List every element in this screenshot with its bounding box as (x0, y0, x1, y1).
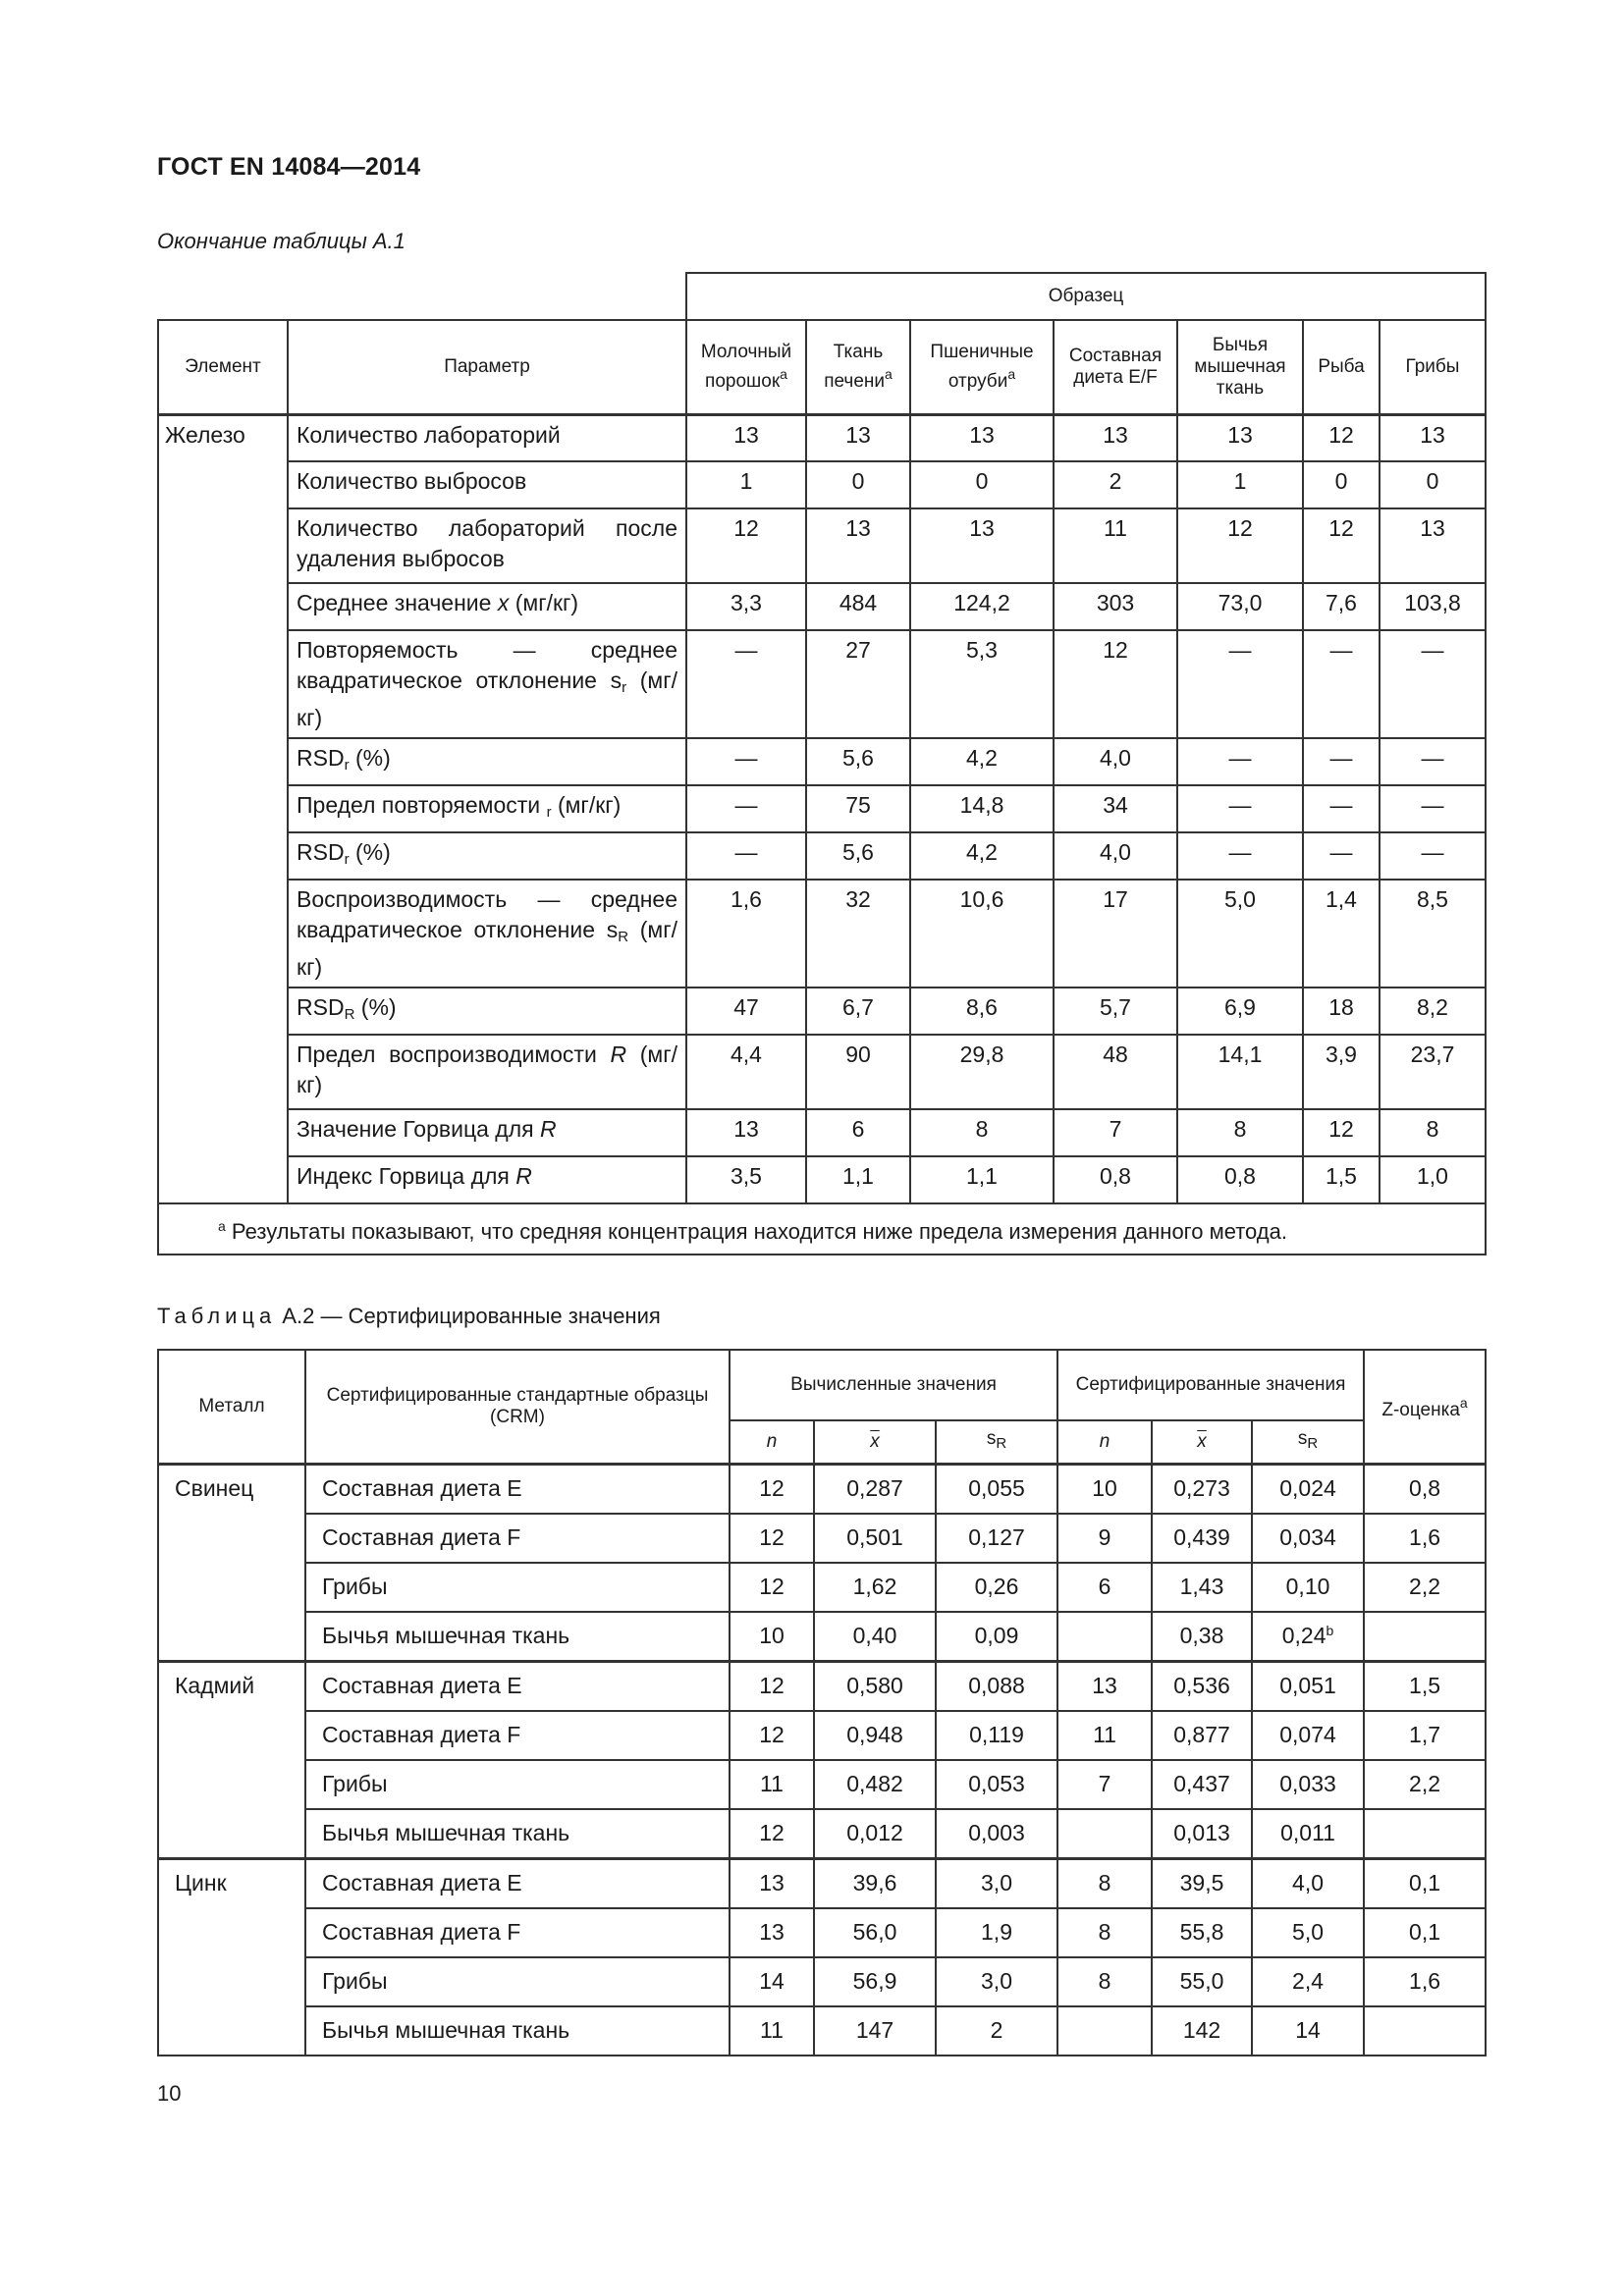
table-a1-value: 17 (1054, 880, 1177, 988)
table-a1-value: 1 (1177, 461, 1303, 508)
table-a2-group-cert: Сертифицированные значения (1057, 1350, 1364, 1420)
table-a1-value: 103,8 (1380, 583, 1486, 630)
table-a1-value: — (1380, 738, 1486, 785)
table-a1-value: 5,6 (806, 738, 910, 785)
table-a1-value: 75 (806, 785, 910, 832)
table-a1-value: 484 (806, 583, 910, 630)
table-a1-value: 13 (910, 508, 1054, 583)
table-a1-value: 14,1 (1177, 1035, 1303, 1109)
table-a1-value: — (1177, 630, 1303, 738)
table-a2-group-calc: Вычисленные значения (730, 1350, 1057, 1420)
table-a1-col-sample-7: Грибы (1380, 320, 1486, 414)
table-a1-value: 1,6 (686, 880, 806, 988)
table-a2-value: 7 (1057, 1760, 1152, 1809)
table-a1-value: 13 (910, 414, 1054, 461)
table-a1-value: 1 (686, 461, 806, 508)
table-a1-corner (158, 273, 686, 320)
table-a1-parameter: Значение Горвица для R (288, 1109, 686, 1156)
table-a1-value: 18 (1303, 988, 1380, 1035)
table-a2-value: 8 (1057, 1858, 1152, 1908)
superscript: a (885, 365, 893, 382)
table-a1-value: 90 (806, 1035, 910, 1109)
table-a2-crm: Бычья мышечная ткань (305, 1809, 730, 1859)
table-a1-value: — (686, 832, 806, 880)
table-a2-value (1364, 2006, 1486, 2056)
table-a2-value: 12 (730, 1809, 814, 1859)
table-a1-value: 124,2 (910, 583, 1054, 630)
table-a2-crm: Составная диета F (305, 1711, 730, 1760)
table-a1-value: 13 (1054, 414, 1177, 461)
table-row (158, 1809, 1486, 1859)
table-a1-footnote (158, 1203, 1486, 1255)
table-a2-value (1057, 1612, 1152, 1662)
table-a2-value: 1,5 (1364, 1661, 1486, 1711)
table-a2-value: 0,053 (936, 1760, 1057, 1809)
table-a1-value: 7,6 (1303, 583, 1380, 630)
table-a2-value: 12 (730, 1514, 814, 1563)
table-a1-value: 8 (1380, 1109, 1486, 1156)
table-row (158, 1760, 1486, 1809)
table-row (158, 880, 1486, 988)
table-a1-value: 8,2 (1380, 988, 1486, 1035)
table-a2-value (1057, 1809, 1152, 1859)
table-a1-value: 1,1 (806, 1156, 910, 1203)
table-a2-value: 147 (814, 2006, 936, 2056)
table-a2-col-mean: $\overline{x}$ (1152, 1420, 1252, 1464)
table-a1-value: — (686, 738, 806, 785)
table-a2-value: 12 (730, 1711, 814, 1760)
superscript: b (1326, 1623, 1334, 1638)
table-a1-value: — (1380, 630, 1486, 738)
table-a2-value: 0,948 (814, 1711, 936, 1760)
table-a2-value: 0,877 (1152, 1711, 1252, 1760)
table-a2-value: 0,8 (1364, 1464, 1486, 1514)
table-row (158, 1156, 1486, 1203)
table-a1-parameter: $RSD_r$ (%) (288, 738, 686, 785)
table-a2-col-sr: $s_R$ (1252, 1420, 1364, 1464)
table-a1-parameter: Предел воспроизводимости R (мг/кг) (288, 1035, 686, 1109)
table-row (158, 461, 1486, 508)
table-a1-value: 5,0 (1177, 880, 1303, 988)
parameter-symbol: R (610, 1041, 627, 1067)
table-a2-col-mean: $\overline{x}$ (814, 1420, 936, 1464)
table-a2-value: 3,0 (936, 1957, 1057, 2006)
table-a1-value: 13 (686, 414, 806, 461)
table-a1-value: 3,5 (686, 1156, 806, 1203)
table-row (158, 738, 1486, 785)
table-a2-value: 0,26 (936, 1563, 1057, 1612)
table-a1-value: 48 (1054, 1035, 1177, 1109)
table-a2-value: 0,119 (936, 1711, 1057, 1760)
table-a1-value: 0 (1303, 461, 1380, 508)
table-a2-value: 0,273 (1152, 1464, 1252, 1514)
table-a1-value: 8,5 (1380, 880, 1486, 988)
footnote-text: Результаты показывают, что средняя концентрация находится ниже предела измерения данного метода. (231, 1219, 1287, 1244)
table-a2-value: 12 (730, 1661, 814, 1711)
subscript: R (996, 1435, 1007, 1453)
table-a2-value: 9 (1057, 1514, 1152, 1563)
table-a1-value: 14,8 (910, 785, 1054, 832)
table-a2-value: 55,8 (1152, 1908, 1252, 1957)
table-a1-value: 23,7 (1380, 1035, 1486, 1109)
table-a1-value: 13 (686, 1109, 806, 1156)
table-a1-value: 11 (1054, 508, 1177, 583)
table-a1-value: 6,9 (1177, 988, 1303, 1035)
table-a2-value: 0,127 (936, 1514, 1057, 1563)
table-row (158, 414, 1486, 461)
table-a1-value: 13 (806, 414, 910, 461)
table-a1-parameter: Количество лабораторий (288, 414, 686, 461)
table-a2-value: 0,033 (1252, 1760, 1364, 1809)
table-a2-value: 39,6 (814, 1858, 936, 1908)
table-a1-value: 3,9 (1303, 1035, 1380, 1109)
table-a1-value: — (1303, 738, 1380, 785)
table-a1-value: 2 (1054, 461, 1177, 508)
superscript: a (1007, 365, 1016, 382)
table-a2-value: 11 (1057, 1711, 1152, 1760)
table-a2-value: 12 (730, 1464, 814, 1514)
table-a1-parameter: Среднее значение x (мг/кг) (288, 583, 686, 630)
table-a2-value: 142 (1152, 2006, 1252, 2056)
table-row (158, 1661, 1486, 1711)
table-a2-value: 12 (730, 1563, 814, 1612)
table-a1-parameter: $RSD_r$ (%) (288, 832, 686, 880)
table-a2-col-sr: $s_R$ (936, 1420, 1057, 1464)
table-row (158, 2006, 1486, 2056)
table-a1-col-sample-1: Молочный порошок$^a$ (686, 320, 806, 414)
table-a2-value: 2 (936, 2006, 1057, 2056)
table-a1-value: 8,6 (910, 988, 1054, 1035)
table-a2-value: 0,482 (814, 1760, 936, 1809)
table-a2-value: 6 (1057, 1563, 1152, 1612)
table-a1-parameter: $RSD_R$ (%) (288, 988, 686, 1035)
page-number: 10 (157, 2081, 182, 2106)
table-a1-value: 8 (1177, 1109, 1303, 1156)
table-a1-value: 303 (1054, 583, 1177, 630)
table-a2-value: 10 (730, 1612, 814, 1662)
table-a2-value: 0,38 (1152, 1612, 1252, 1662)
table-a1-value: — (1303, 832, 1380, 880)
table-a1-element: Железо (158, 414, 288, 1203)
table-a2-value: 0,24$^b$ (1252, 1612, 1364, 1662)
table-a1-value: — (686, 630, 806, 738)
table-a1-col-parameter: Параметр (288, 320, 686, 414)
table-a2-value: 11 (730, 2006, 814, 2056)
table-a2-value: 0,012 (814, 1809, 936, 1859)
table-a2-value: 0,10 (1252, 1563, 1364, 1612)
table-row (158, 630, 1486, 738)
table-a1-value: 5,6 (806, 832, 910, 880)
table-a2-metal: Цинк (158, 1858, 305, 2056)
table-a1-value: 12 (1303, 414, 1380, 461)
table-a2-value: 39,5 (1152, 1858, 1252, 1908)
subscript: R (618, 929, 629, 945)
table-a1-value: 13 (1177, 414, 1303, 461)
table-a1-value: 13 (1380, 508, 1486, 583)
table-row (158, 785, 1486, 832)
table-a1-value: 1,4 (1303, 880, 1380, 988)
table-a1-col-sample-4: Составная диета E/F (1054, 320, 1177, 414)
subscript: r (622, 679, 627, 696)
table-a2-value: 13 (1057, 1661, 1152, 1711)
table-a2-value (1364, 1809, 1486, 1859)
table-a1-value: — (1177, 785, 1303, 832)
table-a2-value: 5,0 (1252, 1908, 1364, 1957)
superscript: a (780, 365, 787, 382)
table-row (158, 1563, 1486, 1612)
table-a1 (157, 272, 1487, 1255)
table-a2-value: 0,013 (1152, 1809, 1252, 1859)
table-a2-value: 3,0 (936, 1858, 1057, 1908)
table-a2-value: 0,074 (1252, 1711, 1364, 1760)
table-a2-crm: Составная диета E (305, 1661, 730, 1711)
table-a1-value: 0,8 (1054, 1156, 1177, 1203)
table-a1-value: 8 (910, 1109, 1054, 1156)
table-a1-value: 10,6 (910, 880, 1054, 988)
table-a1-value: — (1380, 785, 1486, 832)
table-a2-crm: Грибы (305, 1760, 730, 1809)
table-a2-crm: Составная диета E (305, 1858, 730, 1908)
table-a1-value: 29,8 (910, 1035, 1054, 1109)
document-header: ГОСТ EN 14084—2014 (157, 153, 421, 181)
table-a2-value: 0,1 (1364, 1908, 1486, 1957)
table-row (158, 1858, 1486, 1908)
table-a1-parameter: Повторяемость — среднее квадратическое отклонение $s_r$ (мг/кг) (288, 630, 686, 738)
table-a1-value: 0 (1380, 461, 1486, 508)
table-a2-value: 14 (730, 1957, 814, 2006)
table-a2-value: 0,580 (814, 1661, 936, 1711)
table-a2-value: 8 (1057, 1908, 1152, 1957)
table-a1-value: — (1380, 832, 1486, 880)
table-a1-value: 5,7 (1054, 988, 1177, 1035)
table-a1-value: 1,0 (1380, 1156, 1486, 1203)
table-a2-value: 0,003 (936, 1809, 1057, 1859)
table-a1-value: 12 (1054, 630, 1177, 738)
table-a2-value: 1,6 (1364, 1514, 1486, 1563)
table-a1-value: 0,8 (1177, 1156, 1303, 1203)
table-a1-value: 4,2 (910, 738, 1054, 785)
table-a1-value: — (1177, 832, 1303, 880)
table-a2-crm: Бычья мышечная ткань (305, 2006, 730, 2056)
table-row (158, 1957, 1486, 2006)
table-a1-value: 73,0 (1177, 583, 1303, 630)
table-a2-metal: Кадмий (158, 1661, 305, 1858)
table-a1-value: — (686, 785, 806, 832)
table-a2-value: 13 (730, 1858, 814, 1908)
table-a2-value: 1,43 (1152, 1563, 1252, 1612)
table-row (158, 1908, 1486, 1957)
table-row (158, 988, 1486, 1035)
table-a2-crm: Составная диета E (305, 1464, 730, 1514)
table-a1-value: 7 (1054, 1109, 1177, 1156)
table-a1-value: 4,2 (910, 832, 1054, 880)
table-a1-parameter: Воспроизводимость — среднее квадратическое отклонение $s_R$ (мг/кг) (288, 880, 686, 988)
table-a2-value: 11 (730, 1760, 814, 1809)
table-a1-value: 47 (686, 988, 806, 1035)
table-a2-value: 0,1 (1364, 1858, 1486, 1908)
table-a2-value: 2,4 (1252, 1957, 1364, 2006)
table-row (158, 1035, 1486, 1109)
table-a1-col-element: Элемент (158, 320, 288, 414)
table-a1-value: — (1303, 630, 1380, 738)
table-row (158, 583, 1486, 630)
subscript: r (344, 757, 350, 774)
table-a2-crm: Грибы (305, 1957, 730, 2006)
table-a1-value: 13 (806, 508, 910, 583)
subscript: r (546, 804, 552, 821)
table-a2-value: 0,287 (814, 1464, 936, 1514)
table-a2 (157, 1349, 1487, 2056)
table-a2-col-n: n (1057, 1420, 1152, 1464)
table-a1-parameter: Индекс Горвица для R (288, 1156, 686, 1203)
table-a2-value: 4,0 (1252, 1858, 1364, 1908)
table-a2-value: 0,536 (1152, 1661, 1252, 1711)
table-a1-value: 6 (806, 1109, 910, 1156)
table-a2-value: 1,62 (814, 1563, 936, 1612)
table-a2-metal: Свинец (158, 1464, 305, 1661)
subscript: R (344, 1006, 355, 1023)
table-a2-value: 1,6 (1364, 1957, 1486, 2006)
table-a2-value (1364, 1612, 1486, 1662)
table-a2-value: 0,501 (814, 1514, 936, 1563)
table-a2-value: 0,055 (936, 1464, 1057, 1514)
table-a1-value: 12 (1303, 508, 1380, 583)
table-row (158, 1464, 1486, 1514)
table-a1-group-header: Образец (686, 273, 1486, 320)
table-a1-value: 32 (806, 880, 910, 988)
table-a2-value: 56,0 (814, 1908, 936, 1957)
table-a1-value: 6,7 (806, 988, 910, 1035)
table-a1-col-sample-5: Бычья мышечная ткань (1177, 320, 1303, 414)
table-a2-value: 0,024 (1252, 1464, 1364, 1514)
table-a2-value: 0,439 (1152, 1514, 1252, 1563)
table-a1-value: 0 (910, 461, 1054, 508)
table-a2-value: 0,088 (936, 1661, 1057, 1711)
table-a2-col-metal: Металл (158, 1350, 305, 1464)
table-a1-col-sample-6: Рыба (1303, 320, 1380, 414)
table-a2-value: 13 (730, 1908, 814, 1957)
table-a1-parameter: Предел повторяемости $_r$ (мг/кг) (288, 785, 686, 832)
table-a1-value: 12 (686, 508, 806, 583)
table-a2-caption (157, 1304, 661, 1329)
table-a2-col-crm: Сертифицированные стандартные образцы (CRM) (305, 1350, 730, 1464)
table-a1-parameter: Количество лабораторий после удаления выбросов (288, 508, 686, 583)
table-a2-value: 0,09 (936, 1612, 1057, 1662)
table-row (158, 1109, 1486, 1156)
table-a1-value: 4,4 (686, 1035, 806, 1109)
parameter-symbol: R (540, 1116, 557, 1142)
table-a1-value: 34 (1054, 785, 1177, 832)
table-a2-value: 14 (1252, 2006, 1364, 2056)
table-a2-value: 10 (1057, 1464, 1152, 1514)
table-a2-value: 0,051 (1252, 1661, 1364, 1711)
table-a2-value: 0,40 (814, 1612, 936, 1662)
table-row (158, 832, 1486, 880)
parameter-symbol: x (497, 590, 510, 615)
table-a2-col-n: n (730, 1420, 814, 1464)
table-row (158, 508, 1486, 583)
table-row (158, 1711, 1486, 1760)
table-a1-value: 3,3 (686, 583, 806, 630)
parameter-symbol: R (515, 1163, 532, 1189)
table-a1-value: 1,5 (1303, 1156, 1380, 1203)
table-a2-caption-text: А.2 — Сертифицированные значения (276, 1304, 661, 1328)
table-a1-caption: Окончание таблицы А.1 (157, 229, 406, 253)
table-a2-value: 2,2 (1364, 1563, 1486, 1612)
table-a2-value: 1,9 (936, 1908, 1057, 1957)
table-a2-value: 8 (1057, 1957, 1152, 2006)
table-a1-value: 27 (806, 630, 910, 738)
table-a1-value: 4,0 (1054, 832, 1177, 880)
table-a1-value: 0 (806, 461, 910, 508)
table-a2-caption-label: Таблица (157, 1304, 277, 1328)
table-a2-crm: Бычья мышечная ткань (305, 1612, 730, 1662)
table-a1-value: — (1177, 738, 1303, 785)
footnote-mark: a (218, 1218, 226, 1234)
table-a1-value: 5,3 (910, 630, 1054, 738)
table-row (158, 1514, 1486, 1563)
table-a2-value: 0,437 (1152, 1760, 1252, 1809)
subscript: R (1307, 1435, 1319, 1453)
table-a1-col-sample-3: Пшеничные отруби$^a$ (910, 320, 1054, 414)
table-a2-value (1057, 2006, 1152, 2056)
table-a1-value: 12 (1177, 508, 1303, 583)
table-a1-value: 12 (1303, 1109, 1380, 1156)
table-a2-value: 55,0 (1152, 1957, 1252, 2006)
table-a2-value: 56,9 (814, 1957, 936, 2006)
table-a1-value: 4,0 (1054, 738, 1177, 785)
subscript: r (344, 851, 350, 868)
table-row (158, 1612, 1486, 1662)
table-a2-crm: Грибы (305, 1563, 730, 1612)
table-a2-value: 2,2 (1364, 1760, 1486, 1809)
table-a2-value: 1,7 (1364, 1711, 1486, 1760)
table-a2-value: 0,011 (1252, 1809, 1364, 1859)
table-a1-value: 1,1 (910, 1156, 1054, 1203)
table-a1-col-sample-2: Ткань печени$^a$ (806, 320, 910, 414)
table-a1-parameter: Количество выбросов (288, 461, 686, 508)
table-a1-value: — (1303, 785, 1380, 832)
table-a2-crm: Составная диета F (305, 1514, 730, 1563)
table-a1-value: 13 (1380, 414, 1486, 461)
table-a2-col-z: Z-оценка$^a$ (1364, 1350, 1486, 1464)
table-a2-value: 0,034 (1252, 1514, 1364, 1563)
table-a2-crm: Составная диета F (305, 1908, 730, 1957)
